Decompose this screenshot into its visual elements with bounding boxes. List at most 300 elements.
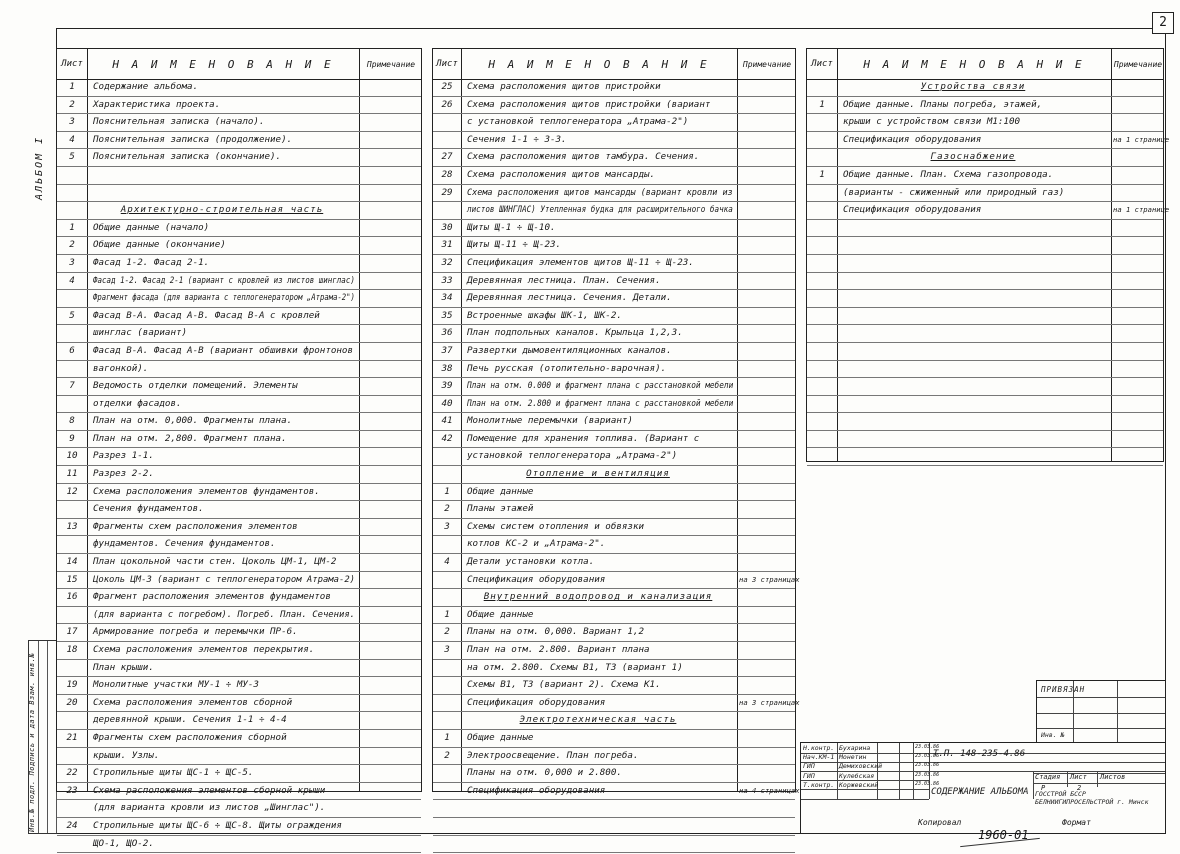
sheet-number-cell: 19 <box>66 679 78 691</box>
name-cell: Отопление и вентиляция <box>526 468 670 480</box>
table-row <box>807 273 1163 291</box>
handwritten-number: 1960-01 <box>978 828 1029 842</box>
sheet-number-cell: 1 <box>444 608 450 620</box>
section-heading-row <box>807 149 1163 167</box>
sheet-number-cell: 16 <box>66 591 78 603</box>
name-cell: крыши. Узлы. <box>93 749 160 761</box>
sheet-number-cell: 21 <box>66 731 78 743</box>
table-row <box>807 378 1163 396</box>
name-cell: Схемы В1, Т3 (вариант 2). Схема К1. <box>467 679 661 691</box>
table-row <box>807 237 1163 255</box>
name-cell: Схема расположения щитов тамбура. Сечения. <box>467 151 700 163</box>
name-cell: Стропильные щиты ЩС-6 ÷ ЩС-8. Щиты ограждения <box>93 819 342 831</box>
name-cell: вагонкой). <box>93 362 149 374</box>
name-cell: План на отм. 2.800 и фрагмент плана с расстановкой мебели <box>467 397 734 409</box>
sheet-number-cell: 27 <box>441 151 453 163</box>
name-cell: Электроосвещение. План погреба. <box>467 749 639 761</box>
section-heading-row <box>433 712 795 730</box>
table-row <box>57 765 421 783</box>
table-row <box>57 237 421 255</box>
table-row <box>433 343 795 361</box>
sheet-number-cell: 33 <box>441 274 453 286</box>
sheet-number-cell: 9 <box>69 432 75 444</box>
sheet-number-cell: 1 <box>444 731 450 743</box>
table-row <box>57 695 421 713</box>
table-row <box>433 607 795 625</box>
table-row <box>57 730 421 748</box>
name-cell: Фрагменты схем расположения сборной <box>93 731 287 743</box>
sheet-number-cell: 3 <box>444 520 450 532</box>
sheet-number-cell: 22 <box>66 767 78 779</box>
sheet-number-cell: 11 <box>66 468 78 480</box>
table-header <box>57 49 421 80</box>
name-cell: Спецификация оборудования <box>843 133 982 145</box>
sheet-number-cell: 4 <box>444 556 450 568</box>
name-cell: План крыши. <box>93 661 154 673</box>
sheet-number-cell: 10 <box>66 450 78 462</box>
sheet-number-cell: 18 <box>66 644 78 655</box>
table-row <box>57 343 421 361</box>
sheet-number-cell: 13 <box>66 520 78 532</box>
table-row <box>57 114 421 132</box>
name-cell: Пояснительная записка (продолжение). <box>93 133 293 145</box>
sheet-number-cell: 2 <box>69 239 75 251</box>
sheet-number-cell: 5 <box>69 309 75 321</box>
signer-name: Коржевский <box>839 780 879 789</box>
table-row <box>807 167 1163 185</box>
name-cell: установкой теплогенератора „Атрама-2") <box>467 450 678 462</box>
signer-role: ГИП <box>803 771 815 780</box>
name-cell: крыши с устройством связи М1:100 <box>843 116 1021 128</box>
note-cell: на 1 странице <box>1113 205 1170 215</box>
name-cell: Спецификация оборудования <box>467 696 606 708</box>
sheet-number-cell: 5 <box>69 151 75 163</box>
name-cell: Фрагмент фасада (для варианта с теплогенератором „Атрама-2") <box>93 292 355 304</box>
table-row <box>57 501 421 519</box>
sheet-title: СОДЕРЖАНИЕ АЛЬБОМА <box>931 787 1029 797</box>
name-cell: Фрагмент расположения элементов фундаментов <box>93 591 331 603</box>
name-cell: Щиты Щ-11 ÷ Щ-23. <box>467 239 562 251</box>
table-row <box>433 97 795 115</box>
table-row <box>57 97 421 115</box>
name-cell: Фрагменты схем расположения элементов <box>93 520 298 532</box>
table-row <box>807 361 1163 379</box>
table-row <box>57 572 421 590</box>
table-row <box>57 431 421 449</box>
name-cell: Помещение для хранения топлива. (Вариант с <box>467 432 700 444</box>
table-row <box>57 167 421 185</box>
sheet-number-cell: 38 <box>441 362 453 374</box>
note-cell: на 4 страницах <box>739 785 800 795</box>
table-row <box>433 185 795 203</box>
table-row <box>57 536 421 554</box>
col-name: Н А И М Е Н О В А Н И Е <box>112 57 334 71</box>
table-row <box>433 378 795 396</box>
name-cell: Схемы систем отопления и обвязки <box>467 520 645 532</box>
table-row <box>57 185 421 203</box>
table-row <box>57 149 421 167</box>
table-row <box>57 79 421 97</box>
sheet-number-cell: 6 <box>69 344 75 356</box>
table-row <box>807 290 1163 308</box>
sheet-number-cell: 39 <box>441 380 453 392</box>
sheet-number-cell: 37 <box>441 344 453 356</box>
col-note: Примечание <box>1113 59 1163 69</box>
table-row <box>433 572 800 590</box>
table-row <box>433 149 795 167</box>
table-header <box>807 49 1163 80</box>
signer-role: ГИП <box>803 762 815 771</box>
signer-date: 23.03.86 <box>915 744 940 750</box>
sheet-number-cell: 3 <box>444 644 450 655</box>
binding-label: ПРИВЯЗАН <box>1041 685 1086 694</box>
section-heading-row <box>57 202 421 220</box>
name-cell: Схема расположения элементов сборной крыши <box>93 784 326 796</box>
sheet-number-cell: 24 <box>66 819 78 831</box>
name-cell: Встроенные шкафы ШК-1, ШК-2. <box>467 309 622 321</box>
table-row <box>433 273 795 291</box>
name-cell: Общие данные <box>467 731 534 743</box>
project-code: Т.П. 148-235-4.86 <box>933 749 1026 759</box>
table-row <box>57 220 421 238</box>
table-row <box>433 431 795 449</box>
section-heading-row <box>433 466 795 484</box>
sheet-number-cell: 17 <box>66 626 78 638</box>
table-row <box>807 396 1163 414</box>
name-cell: Деревянная лестница. Сечения. Детали. <box>467 292 672 304</box>
table-row <box>57 255 421 273</box>
sheet-number-cell: 41 <box>441 415 453 427</box>
table-row <box>57 519 421 537</box>
contents-table-2 <box>432 48 800 796</box>
sheet-number-cell: 15 <box>66 573 78 585</box>
name-cell: Схема расположения элементов фундаментов. <box>93 485 320 497</box>
name-cell: Сечения 1-1 ÷ 3-3. <box>467 133 567 145</box>
table-row <box>433 396 795 414</box>
name-cell: Пояснительная записка (начало). <box>93 116 265 128</box>
table-row <box>807 185 1163 203</box>
name-cell: Схема расположения щитов пристройки (вариант <box>467 98 711 110</box>
sheet-number-cell: 36 <box>441 327 453 339</box>
sheet-number: 2 <box>1152 12 1174 34</box>
format-label: Формат <box>1062 818 1091 827</box>
table-row <box>807 431 1163 449</box>
col-name: Н А И М Е Н О В А Н И Е <box>488 57 710 71</box>
name-cell: Общие данные. Планы погреба, этажей, <box>843 98 1043 110</box>
signer-date: 23.03.86 <box>915 762 940 769</box>
table-row <box>433 167 795 185</box>
sheet-number-cell: 26 <box>441 98 453 110</box>
table-row <box>57 624 421 642</box>
table-row <box>57 132 421 150</box>
table-row <box>433 660 795 678</box>
name-cell: Схема расположения элементов перекрытия. <box>93 644 315 655</box>
sheet-number-cell: 23 <box>66 784 78 796</box>
signer-name: Бухарина <box>839 744 871 752</box>
sheet-number-cell: 1 <box>69 221 75 233</box>
table-row <box>57 308 421 326</box>
signer-name: Демиховский <box>839 762 883 771</box>
name-cell: Планы на отм. 0,000 и 2.800. <box>467 767 622 779</box>
table-row <box>433 202 795 220</box>
table-row <box>57 361 421 379</box>
name-cell: деревянной крыши. Сечения 1-1 ÷ 4-4 <box>93 714 287 726</box>
signer-date: 23.03.86 <box>915 771 940 778</box>
name-cell: Детали установки котла. <box>467 556 595 568</box>
sheet-number-cell: 8 <box>69 415 75 427</box>
sheet-label: Лист <box>1070 773 1087 781</box>
name-cell: фундаментов. Сечения фундаментов. <box>93 538 276 550</box>
stage-value: Р <box>1041 784 1046 792</box>
table-row <box>57 836 421 854</box>
name-cell: Ведомость отделки помещений. Элементы <box>93 380 298 392</box>
name-cell: Общие данные (окончание) <box>93 239 226 251</box>
table-row <box>807 132 1170 150</box>
sheet-number-cell: 20 <box>66 696 78 708</box>
name-cell: Спецификация оборудования <box>467 784 606 796</box>
sheet-number-cell: 1 <box>444 485 450 497</box>
section-heading-row <box>807 79 1163 97</box>
name-cell: Схема расположения элементов сборной <box>93 696 293 708</box>
name-cell: План на отм. 0,000. Фрагменты плана. <box>93 415 293 427</box>
table-row <box>807 202 1170 220</box>
table-row <box>433 554 795 572</box>
note-cell: на 3 страницах <box>739 574 800 584</box>
name-cell: Внутренний водопровод и канализация <box>483 591 713 603</box>
table-row <box>433 237 795 255</box>
table-row <box>807 448 1163 466</box>
name-cell: на отм. 2.800. Схемы В1, Т3 (вариант 1) <box>467 661 683 673</box>
table-row <box>57 273 421 291</box>
table-row <box>807 220 1163 238</box>
table-row <box>57 589 421 607</box>
sheet-number-cell: 3 <box>69 256 75 268</box>
sheet-number-cell: 2 <box>444 626 450 638</box>
col-sheet: Лист <box>436 59 458 69</box>
table-row <box>57 677 421 695</box>
table-row <box>433 132 795 150</box>
sheet-value: 2 <box>1077 784 1082 792</box>
name-cell: План цокольной части стен. Цоколь ЦМ-1, ЦМ-2 <box>93 556 337 568</box>
name-cell: Планы на отм. 0,000. Вариант 1,2 <box>467 626 645 638</box>
name-cell: Развертки дымовентиляционных каналов. <box>467 344 672 356</box>
copied-label: Копировал <box>918 818 962 827</box>
table-row <box>57 290 421 308</box>
table-row <box>807 114 1163 132</box>
name-cell: Щиты Щ-1 ÷ Щ-10. <box>467 221 556 233</box>
name-cell: Фасад В-А. Фасад А-В (вариант обшивки фронтонов <box>93 344 353 356</box>
col-sheet: Лист <box>61 59 83 69</box>
name-cell: Деревянная лестница. План. Сечения. <box>467 274 661 286</box>
stage-label: Стадия <box>1035 773 1061 781</box>
table-row <box>807 308 1163 326</box>
note-cell: на 1 странице <box>1113 134 1170 144</box>
table-row <box>57 818 421 836</box>
sheet-number-cell: 30 <box>441 221 453 233</box>
col-name: Н А И М Е Н О В А Н И Е <box>863 57 1085 71</box>
table-row <box>57 748 421 766</box>
table-row <box>433 624 795 642</box>
table-row <box>807 325 1163 343</box>
sheet-number-cell: 12 <box>66 485 78 497</box>
signer-role: Н.контр. <box>803 744 835 752</box>
name-cell: План подпольных каналов. Крыльца 1,2,3. <box>467 327 683 339</box>
table-row <box>433 748 795 766</box>
sheet-number-cell: 7 <box>69 380 75 392</box>
table-row <box>433 818 795 836</box>
table-row <box>433 290 795 308</box>
table-row <box>433 677 795 695</box>
name-cell: Устройства связи <box>920 81 1026 92</box>
name-cell: (для варианта кровли из листов „Шинглас"). <box>93 802 326 814</box>
sheet-number-cell: 2 <box>444 503 450 515</box>
name-cell: ЩО-1, ЩО-2. <box>93 837 154 849</box>
sheet-number-cell: 2 <box>444 749 450 761</box>
name-cell: План на отм. 2.800. Вариант плана <box>467 644 650 655</box>
signer-date: 23.03.86 <box>915 780 940 787</box>
table-row <box>807 255 1163 273</box>
table-row <box>433 220 795 238</box>
name-cell: Общие данные (начало) <box>93 221 210 233</box>
table-row <box>57 466 421 484</box>
table-row <box>433 765 795 783</box>
table-row <box>433 519 795 537</box>
table-row <box>57 660 421 678</box>
sheet-number-cell: 1 <box>819 98 825 110</box>
table-row <box>433 79 795 97</box>
signer-name: Монетин <box>839 753 867 762</box>
table-header <box>433 49 795 80</box>
name-cell: Фасад 1-2. Фасад 2-1 (вариант с кровлей из листов шинглас) <box>93 274 355 286</box>
name-cell: План на отм. 2,800. Фрагмент плана. <box>93 432 287 444</box>
table-row <box>433 800 795 818</box>
section-heading-row <box>433 589 795 607</box>
name-cell: листов ШИНГЛАС) Утепленная будка для расширительного бачка <box>467 204 733 216</box>
signer-role: Нач.КМ-1 <box>803 753 835 762</box>
signer-name: Кулебская <box>839 771 875 780</box>
name-cell: Общие данные. План. Схема газопровода. <box>843 168 1054 180</box>
sheet-number-cell: 25 <box>441 81 453 92</box>
table-row <box>433 695 800 713</box>
signer-role: Т.контр. <box>803 780 835 789</box>
col-sheet: Лист <box>811 59 833 69</box>
name-cell: Спецификация оборудования <box>843 204 982 216</box>
name-cell: Общие данные <box>467 608 534 620</box>
table-row <box>433 255 795 273</box>
name-cell: (для варианта с погребом). Погреб. План. Сечения. <box>93 608 356 620</box>
name-cell: Планы этажей <box>467 503 534 515</box>
sheet-number-cell: 3 <box>69 116 75 128</box>
name-cell: Газоснабжение <box>930 151 1016 163</box>
name-cell: Схема расположения щитов мансарды (вариант кровли из <box>467 186 733 198</box>
album-label: АЛЬБОМ I <box>34 135 45 200</box>
sheet-number-cell: 42 <box>441 432 453 444</box>
table-row <box>57 484 421 502</box>
table-row <box>433 836 795 854</box>
sheet-number-cell: 4 <box>69 274 75 286</box>
table-row <box>433 783 800 801</box>
name-cell: Монолитные участки МУ-1 ÷ МУ-3 <box>93 679 259 691</box>
organization: ГОССТРОЙ БССР БЕЛНИИГИПРОСЕЛЬСТРОЙ г. Минск <box>1035 790 1149 806</box>
table-row <box>57 325 421 343</box>
table-row <box>807 97 1163 115</box>
sheet-number-cell: 35 <box>441 309 453 321</box>
note-cell: на 3 страницах <box>739 697 800 707</box>
contents-table-3 <box>806 48 1170 462</box>
table-row <box>433 536 795 554</box>
table-row <box>433 114 795 132</box>
sheet-number-cell: 14 <box>66 556 78 568</box>
table-row <box>807 413 1163 431</box>
name-cell: Фасад В-А. Фасад А-В. Фасад В-А с кровлей <box>93 309 320 321</box>
name-cell: Спецификация оборудования <box>467 573 606 585</box>
name-cell: Стропильные щиты ЩС-1 ÷ ЩС-5. <box>93 767 254 779</box>
sheet-number-cell: 40 <box>441 397 453 409</box>
name-cell: План на отм. 0.000 и фрагмент плана с расстановкой мебели <box>467 380 734 392</box>
sheet-number-cell: 32 <box>441 256 453 268</box>
name-cell: Спецификация элементов щитов Щ-11 ÷ Щ-23. <box>467 256 694 268</box>
table-row <box>57 642 421 660</box>
table-row <box>433 361 795 379</box>
name-cell: Печь русская (отопительно-варочная). <box>467 362 667 374</box>
sheet-number-cell: 29 <box>441 186 453 198</box>
signer-date: 23.03.86 <box>915 753 940 760</box>
sheet-number-cell: 28 <box>441 168 453 180</box>
name-cell: отделки фасадов. <box>93 397 182 409</box>
table-row <box>433 501 795 519</box>
table-row <box>57 607 421 625</box>
title-block <box>800 742 1165 833</box>
table-row <box>57 800 421 818</box>
sheet-number-cell: 31 <box>441 239 453 251</box>
table-row <box>57 378 421 396</box>
table-row <box>807 343 1163 361</box>
name-cell: Электротехническая часть <box>519 714 677 726</box>
contents-table-1 <box>56 48 422 849</box>
sheets-label: Листов <box>1100 773 1126 781</box>
table-row <box>433 413 795 431</box>
name-cell: Разрез 1-1. <box>93 450 154 462</box>
table-row <box>57 413 421 431</box>
table-row <box>433 448 795 466</box>
sheet-number-cell: 4 <box>69 133 75 145</box>
name-cell: Пояснительная записка (окончание). <box>93 151 282 163</box>
col-note: Примечание <box>742 59 792 69</box>
name-cell: Фасад 1-2. Фасад 2-1. <box>93 256 210 268</box>
name-cell: Содержание альбома. <box>93 81 199 92</box>
binding-box <box>1036 680 1166 743</box>
name-cell: (варианты - сжиженный или природный газ) <box>843 186 1065 198</box>
name-cell: Сечения фундаментов. <box>93 503 204 515</box>
name-cell: Цоколь ЦМ-3 (вариант с теплогенератором Атрама-2) <box>93 573 356 585</box>
side-strip-text: Инв.№ подл. Подпись и дата Взам. инв.№ <box>28 652 36 832</box>
table-row <box>57 396 421 414</box>
table-row <box>57 783 421 801</box>
name-cell: с установкой теплогенератора „Атрама-2") <box>467 116 689 128</box>
table-row <box>433 325 795 343</box>
name-cell: шинглас (вариант) <box>93 327 188 339</box>
name-cell: Характеристика проекта. <box>93 98 221 110</box>
name-cell: Схема расположения щитов пристройки <box>467 81 661 92</box>
name-cell: Монолитные перемычки (вариант) <box>467 415 633 427</box>
table-row <box>433 730 795 748</box>
col-note: Примечание <box>366 59 416 69</box>
name-cell: Схема расположения щитов мансарды. <box>467 168 656 180</box>
table-row <box>433 484 795 502</box>
sheet-number-cell: 2 <box>69 98 75 110</box>
name-cell: Армирование погреба и перемычки ПР-6. <box>93 626 298 638</box>
table-row <box>57 448 421 466</box>
